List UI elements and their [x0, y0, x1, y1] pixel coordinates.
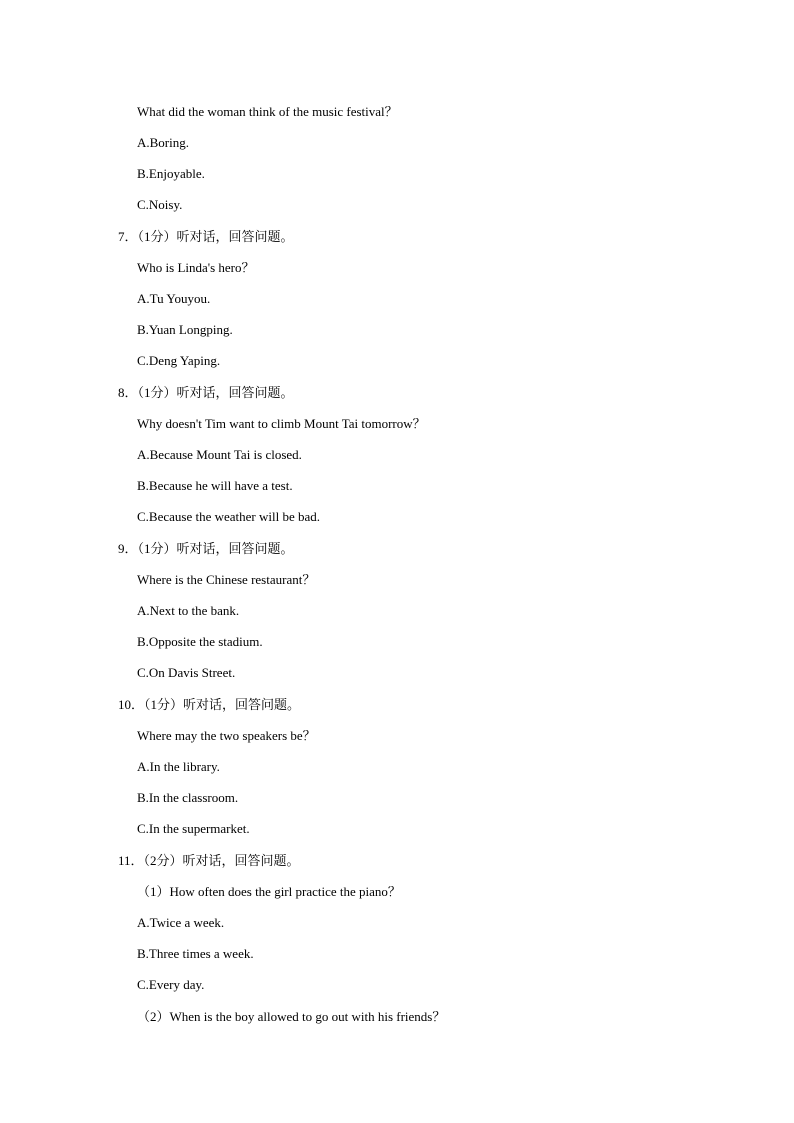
question-8-option-b: B.Because he will have a test. [137, 478, 293, 493]
question-9-option-c: C.On Davis Street. [137, 665, 236, 680]
question-8-header: 8．（1分）听对话，回答问题。 [118, 385, 294, 400]
question-11-sub1-option-a: A.Twice a week. [137, 915, 225, 930]
question-11-sub2-stem: （2）When is the boy allowed to go out with his friends？ [137, 1009, 446, 1024]
question-6-option-b: B.Enjoyable. [137, 166, 205, 181]
question-11-sub1-option-c: C.Every day. [137, 977, 205, 992]
question-11-header: 11．（2分）听对话，回答问题。 [118, 853, 300, 868]
question-10-option-c: C.In the supermarket. [137, 821, 250, 836]
question-7-option-c: C.Deng Yaping. [137, 353, 221, 368]
question-9-option-b: B.Opposite the stadium. [137, 634, 263, 649]
question-11-sub1-option-b: B.Three times a week. [137, 946, 254, 961]
question-11-sub1-stem: （1）How often does the girl practice the piano？ [137, 884, 401, 899]
question-7-option-b: B.Yuan Longping. [137, 322, 233, 337]
question-10-stem: Where may the two speakers be？ [137, 728, 316, 743]
question-9-header: 9．（1分）听对话，回答问题。 [118, 541, 294, 556]
question-7-stem: Who is Linda's hero？ [137, 260, 255, 275]
question-9-stem: Where is the Chinese restaurant？ [137, 572, 316, 587]
question-10-option-a: A.In the library. [137, 759, 220, 774]
question-7-header: 7．（1分）听对话，回答问题。 [118, 229, 294, 244]
question-8-option-c: C.Because the weather will be bad. [137, 509, 321, 524]
question-10-option-b: B.In the classroom. [137, 790, 239, 805]
question-6-option-a: A.Boring. [137, 135, 189, 150]
question-8-option-a: A.Because Mount Tai is closed. [137, 447, 302, 462]
question-6-stem: What did the woman think of the music festival？ [137, 104, 398, 119]
question-9-option-a: A.Next to the bank. [137, 603, 240, 618]
question-8-stem: Why doesn't Tim want to climb Mount Tai tomorrow？ [137, 416, 426, 431]
question-7-option-a: A.Tu Youyou. [137, 291, 211, 306]
question-6-option-c: C.Noisy. [137, 197, 183, 212]
question-10-header: 10．（1分）听对话，回答问题。 [118, 697, 301, 712]
